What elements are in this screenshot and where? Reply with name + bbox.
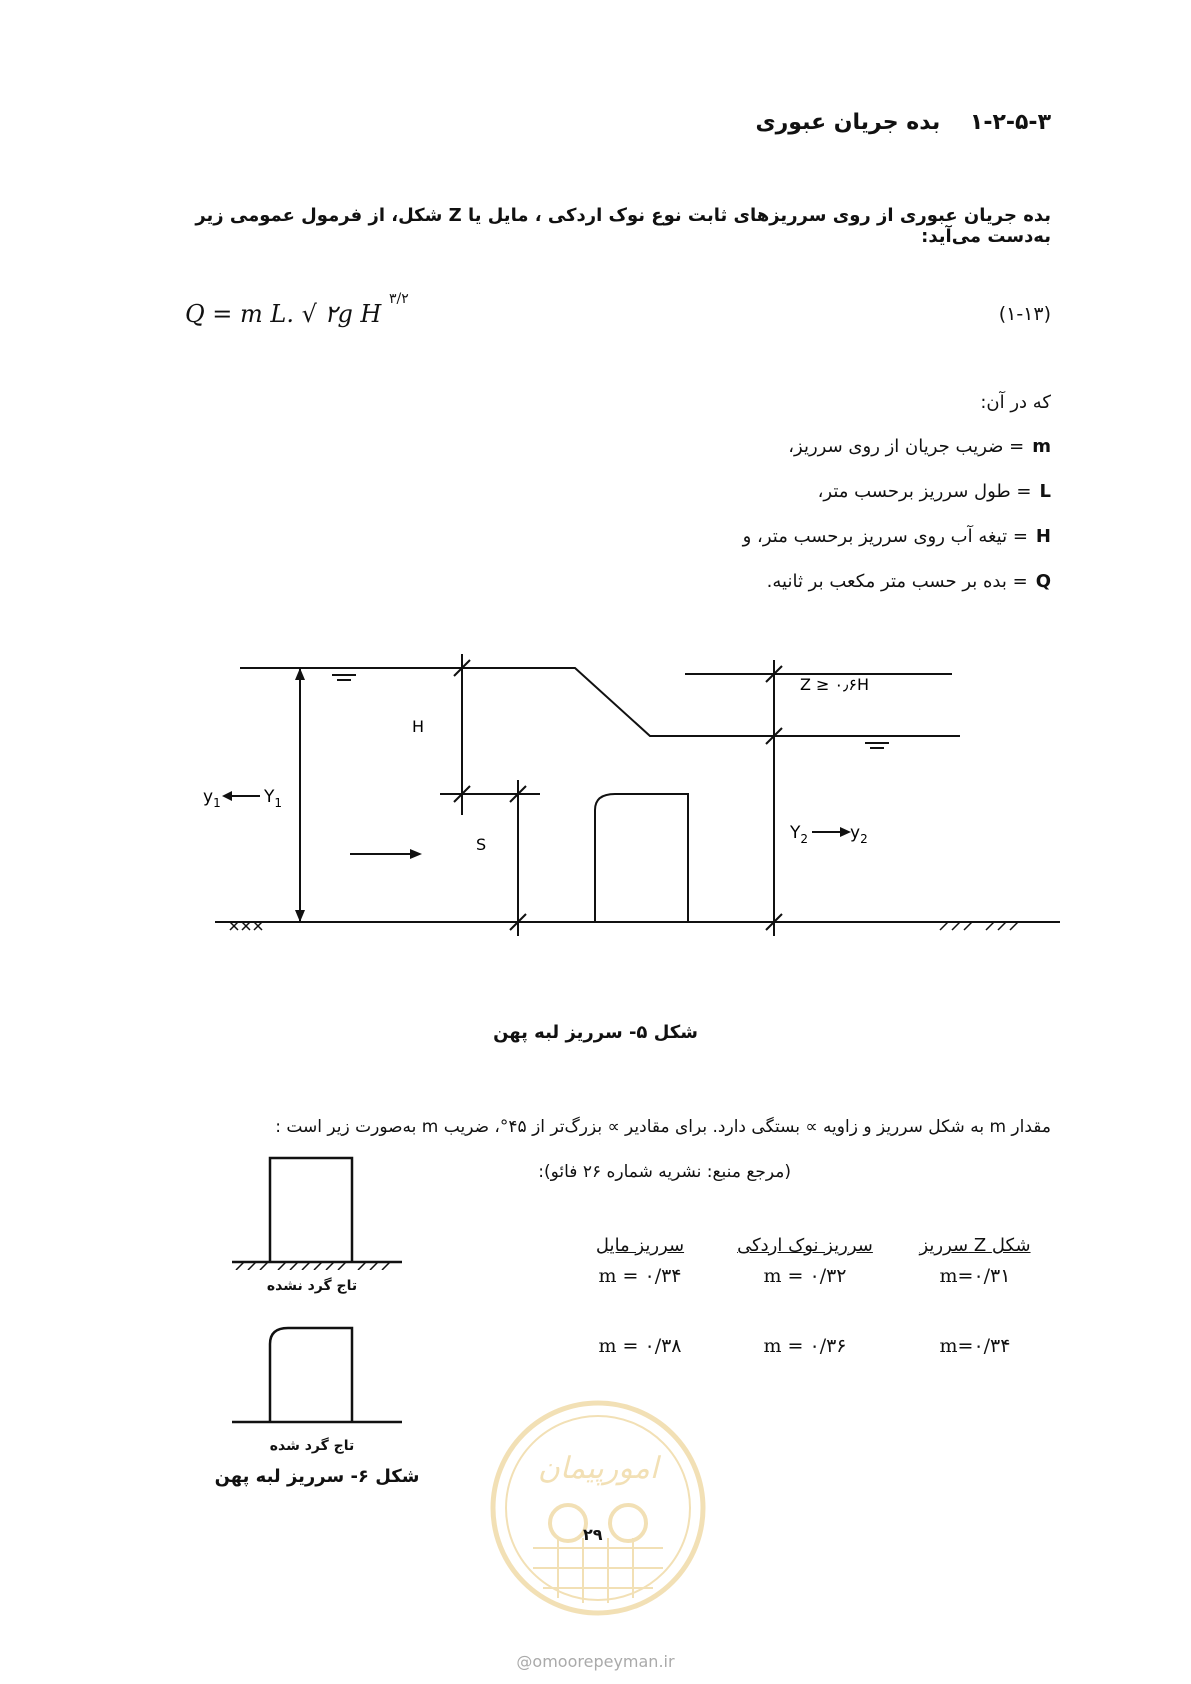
definition-q bbox=[767, 571, 1051, 592]
definition-symbol: m bbox=[1032, 436, 1051, 457]
label-small-y1: $y_1$ bbox=[203, 787, 221, 810]
definition-symbol: L bbox=[1039, 481, 1051, 502]
formula-text: Q = m L. √ ۲g H bbox=[185, 300, 382, 328]
weir-block bbox=[595, 794, 688, 922]
definition-text: = ضریب جریان از روی سرریز، bbox=[788, 436, 1025, 457]
ground-hatch bbox=[230, 922, 1018, 930]
label-big-y2: $Y_2$ bbox=[790, 823, 809, 846]
figure6-caption: شکل ۶- سرریز لبه پهن bbox=[214, 1466, 420, 1487]
coefficient-table bbox=[570, 1235, 1050, 1365]
footer-url: @omoorepeyman.ir bbox=[516, 1652, 675, 1671]
coefficient-paragraph: مقدار m به شکل سرریز و زاویه ∝ بستگی دارد. برای مقادیر ∝ بزرگ‌تر از ۴۵°، ضریب m به‌صورت زیر است : bbox=[275, 1117, 1051, 1137]
figure5-caption: شکل ۵- سرریز لبه پهن bbox=[493, 1022, 698, 1043]
intro-paragraph: بده جریان عبوری از روی سرریزهای ثابت نوع نوک اردکی ، مایل یا Z شکل، از فرمول عمومی زیر به‌دست می‌آید: bbox=[195, 205, 1051, 247]
definition-text: = بده بر حسب متر مکعب بر ثانیه. bbox=[766, 571, 1028, 592]
table-cell: m=۰/۳۴ bbox=[939, 1335, 1011, 1357]
definition-symbol: H bbox=[1035, 526, 1051, 547]
label-h: H bbox=[412, 717, 425, 736]
label-big-y1: $Y_1$ bbox=[264, 787, 283, 810]
column-header-inclined: سرریز مایل bbox=[595, 1235, 685, 1256]
formula-reference: (۱-۱۳) bbox=[998, 303, 1051, 325]
where-label: که در آن: bbox=[980, 392, 1051, 413]
section-number: ۱-۲-۵-۳ bbox=[969, 110, 1051, 135]
table-cell: m = ۰/۳۲ bbox=[763, 1265, 847, 1287]
rounded-crest-sketch bbox=[222, 1322, 422, 1432]
definition-l bbox=[818, 481, 1051, 502]
label-small-y2: $y_2$ bbox=[850, 823, 868, 846]
column-header-z: سرریز Z شکل bbox=[919, 1235, 1031, 1256]
watermark-text: امورپیمان bbox=[537, 1451, 659, 1486]
source-reference: (مرجع منبع: نشریه شماره ۲۶ فائو): bbox=[538, 1162, 791, 1182]
table-cell: m = ۰/۳۶ bbox=[763, 1335, 847, 1357]
section-title: بده جریان عبوری bbox=[755, 110, 941, 135]
discharge-formula bbox=[185, 291, 409, 328]
definition-text: = تیغه آب روی سرریز برحسب متر، و bbox=[742, 526, 1028, 547]
definition-m bbox=[788, 436, 1051, 457]
sharp-crest-label: تاج گرد نشده bbox=[266, 1278, 358, 1294]
table-cell: m = ۰/۳۸ bbox=[598, 1335, 682, 1357]
section-heading bbox=[755, 110, 1051, 135]
watermark-seal bbox=[488, 1398, 708, 1618]
definition-h bbox=[743, 526, 1051, 547]
definition-symbol: Q bbox=[1035, 571, 1051, 592]
page-number: ۲۹ bbox=[583, 1525, 603, 1544]
column-header-duckbill: سرریز نوک اردکی bbox=[737, 1235, 873, 1256]
sharp-crest-sketch bbox=[222, 1150, 422, 1270]
table-cell: m = ۰/۳۴ bbox=[598, 1265, 682, 1287]
rounded-crest-label: تاج گرد شده bbox=[269, 1438, 355, 1454]
label-s: S bbox=[476, 835, 487, 854]
table-cell: m=۰/۳۱ bbox=[939, 1265, 1011, 1287]
label-z: Z ≥ ۰٫۶H bbox=[800, 675, 869, 694]
formula-exponent: ۳/۲ bbox=[389, 291, 409, 307]
definition-text: = طول سرریز برحسب متر، bbox=[817, 481, 1032, 502]
broad-crested-weir-diagram bbox=[200, 640, 1080, 960]
